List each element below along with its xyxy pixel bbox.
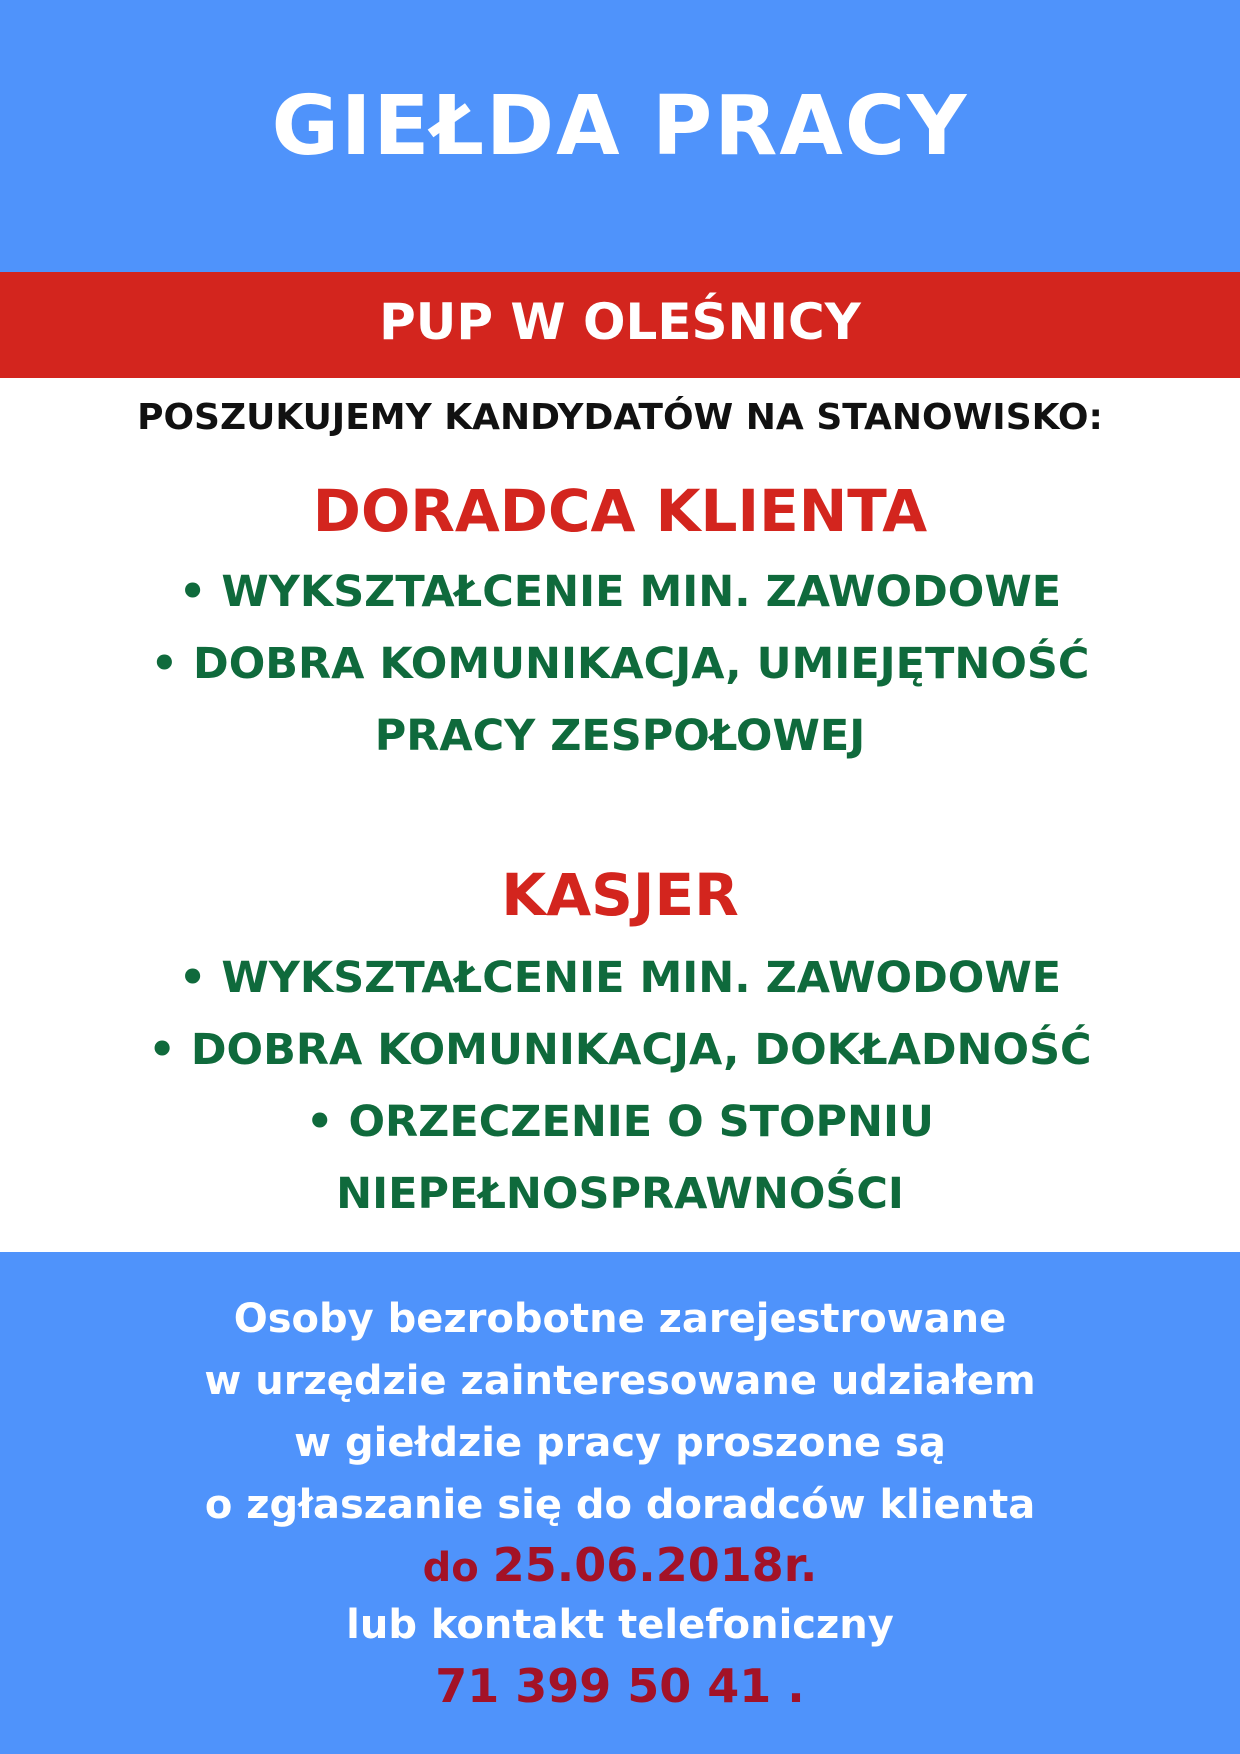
- job-title-kasjer: KASJER: [501, 861, 739, 929]
- requirement-item: • DOBRA KOMUNIKACJA, UMIEJĘTNOŚĆ: [150, 639, 1090, 689]
- requirement-item: NIEPEŁNOSPRAWNOŚCI: [336, 1169, 904, 1219]
- deadline-date: 25.06.2018r.: [492, 1538, 818, 1592]
- phone-number: [0, 1655, 1240, 1720]
- lead-text: POSZUKUJEMY KANDYDATÓW NA STANOWISKO:: [137, 397, 1103, 438]
- requirement-item: • DOBRA KOMUNIKACJA, DOKŁADNOŚĆ: [148, 1025, 1092, 1075]
- requirement-item: • WYKSZTAŁCENIE MIN. ZAWODOWE: [178, 567, 1062, 617]
- poster-title: GIEŁDA PRACY: [271, 79, 969, 174]
- info-line: w urzędzie zainteresowane udziałem: [204, 1358, 1036, 1404]
- deadline: [0, 1534, 1240, 1599]
- info-line: w giełdzie pracy proszone są: [294, 1420, 946, 1466]
- contact-label: lub kontakt telefoniczny: [346, 1602, 894, 1648]
- info-line: Osoby bezrobotne zarejestrowane: [233, 1296, 1007, 1342]
- job-title-doradca: DORADCA KLIENTA: [312, 477, 928, 545]
- requirement-item: • WYKSZTAŁCENIE MIN. ZAWODOWE: [178, 953, 1062, 1003]
- requirement-item: PRACY ZESPOŁOWEJ: [374, 711, 866, 761]
- office-name: PUP W OLEŚNICY: [379, 293, 861, 351]
- info-line: o zgłaszanie się do doradców klienta: [204, 1482, 1036, 1528]
- deadline-prefix: do: [422, 1545, 493, 1591]
- requirement-item: • ORZECZENIE O STOPNIU: [306, 1097, 934, 1147]
- phone-number-text: 71 399 50 41 .: [435, 1659, 805, 1713]
